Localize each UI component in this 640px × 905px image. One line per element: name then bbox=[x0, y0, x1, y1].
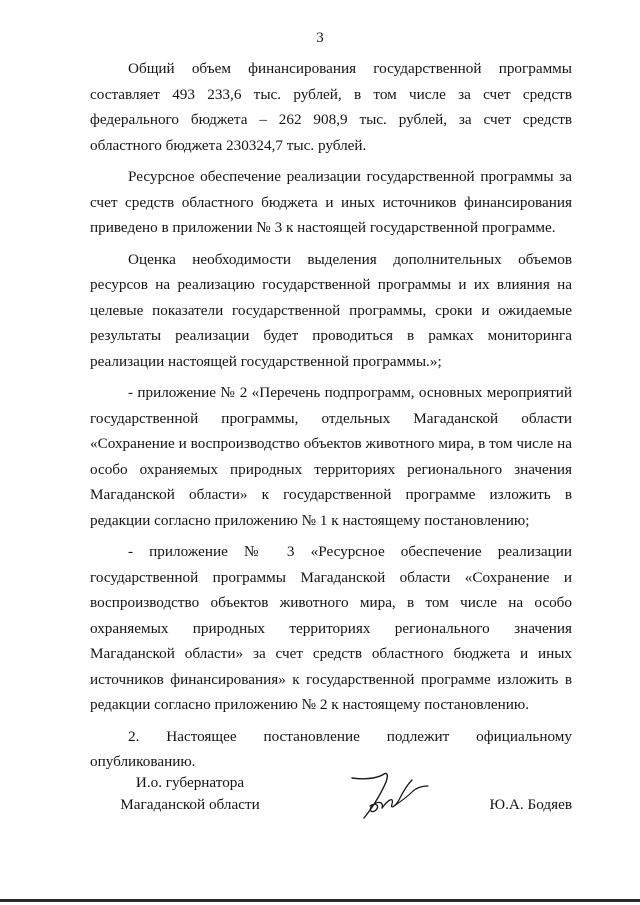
paragraph-appendix-2: - приложение № 2 «Перечень подпрограмм, основных мероприятий государственной программы, отдельных Магаданской области «Сохранение и воспроизводство объектов животного мира, в том числе на особо охраняемых природных территориях регионального значения Магаданской области» к государственной программе изложить в редакции согласно приложению № 1 к настоящему постановлению; bbox=[90, 384, 572, 529]
handwritten-signature bbox=[342, 766, 434, 826]
signer-title bbox=[90, 772, 290, 816]
page-bottom-edge bbox=[0, 899, 640, 902]
paragraph-assessment: Оценка необходимости выделения дополнительных объемов ресурсов на реализацию государственной программы и их влияния на целевые показатели государственной программы, сроки и ожидаемые результаты реализации будет проводиться в рамках мониторинга реализации настоящей государственной программы.»; bbox=[90, 250, 572, 370]
paragraph-appendix-3: - приложение № 3 «Ресурсное обеспечение реализации государственной программы Магаданской области «Сохранение и воспроизводство объектов животного мира, в том числе на особо охраняемых природных территориях регионального значения Магаданской области» за счет средств областного бюджета и иных источников финансирования» к государственной программе изложить в редакции согласно приложению № 2 к настоящему постановлению. bbox=[90, 543, 572, 713]
page-number: 3 bbox=[316, 30, 324, 46]
paragraph-publication: 2. Настоящее постановление подлежит официальному опубликованию. bbox=[90, 727, 572, 770]
signature-block bbox=[90, 772, 572, 852]
signer-name: Ю.А. Бодяев bbox=[489, 796, 572, 813]
document-body bbox=[90, 56, 572, 775]
signer-title-line-2: Магаданской области bbox=[120, 796, 260, 813]
signer-title-line-1: И.о. губернатора bbox=[135, 774, 245, 791]
paragraph-financing-volume: Общий объем финансирования государственной программы составляет 493 233,6 тыс. рублей, в том числе за счет средств федерального бюджета – 262 908,9 тыс. рублей, за счет средств областного бюджета 230324,7 тыс. рублей. bbox=[90, 60, 572, 154]
paragraph-resource-provision: Ресурсное обеспечение реализации государственной программы за счет средств областного бюджета и иных источников финансирования приведено в приложении № 3 к настоящей государственной программе. bbox=[90, 168, 572, 236]
